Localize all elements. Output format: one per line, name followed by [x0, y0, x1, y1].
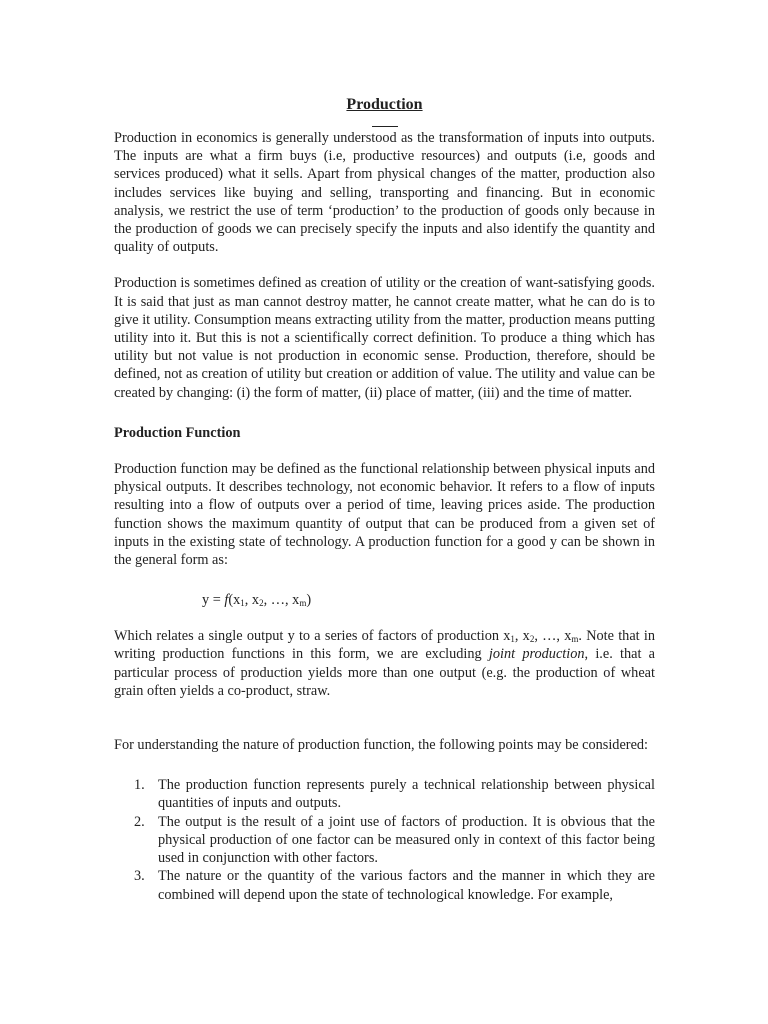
list-item: [114, 776, 655, 812]
p4-part3: , …, x: [534, 628, 572, 645]
title-divider: [372, 126, 398, 127]
list-item-text: The nature or the quantity of the various factors and the manner in which they are combined will depend upon the state of technological knowledge. For example,: [158, 868, 655, 903]
p4-sub-2: 2: [529, 634, 535, 645]
formula-sub-2: 2: [259, 598, 264, 609]
list-item: [114, 867, 655, 903]
section-heading-production-function: Production Function: [114, 424, 241, 441]
formula-sub-m: m: [299, 598, 307, 609]
paragraph-utility: Production is sometimes defined as creation of utility or the creation of want-satisfying goods. It is said that just as man cannot destroy matter, he cannot create matter, what he can do is to give it utility. Consumption means extracting utility from the matter, production means putting utility into it. But this is not a scientifically correct definition. To produce a thing which has utility but not value is not production in economic sense. Production, therefore, should be defined, not as creation of utility but creation or addition of value. The utility and value can be created by changing: (i) the form of matter, (ii) place of matter, (iii) and the time of matter.: [114, 275, 655, 401]
formula-sep-2: , …, x: [263, 592, 300, 609]
p4-sub-1: 1: [510, 634, 515, 645]
list-item-text: The production function represents purely a technical relationship between physical quantities of inputs and outputs.: [158, 777, 655, 812]
nature-points-list: [114, 776, 655, 903]
formula-f: f: [224, 592, 229, 609]
formula-sep-1: , x: [244, 592, 260, 609]
list-item-number: 1.: [134, 777, 145, 794]
paragraph-joint-production: [114, 627, 655, 700]
formula-close: ): [306, 592, 312, 609]
paragraph-nature-intro: For understanding the nature of production function, the following points may be considered:: [114, 737, 649, 754]
formula-sub-1: 1: [240, 598, 245, 609]
list-item: [114, 813, 655, 868]
production-function-formula: [202, 591, 655, 609]
paragraph-production-definition: Production in economics is generally understood as the transformation of inputs into outputs. The inputs are what a firm buys (i.e, productive resources) and outputs (i.e, goods and services produced) what it sells. Apart from physical changes of the matter, production also includes services like buying and selling, transporting and financing. But in economic analysis, we restrict the use of term ‘production’ to the production of goods only because in the production of goods we can precisely specify the inputs and also identify the quantity and quality of outputs.: [114, 130, 655, 256]
list-item-number: 2.: [134, 813, 145, 830]
list-item-number: 3.: [134, 868, 145, 885]
p4-joint-production-italic: joint production: [488, 646, 585, 663]
page-title: Production: [346, 96, 423, 113]
paragraph-production-function: Production function may be defined as the functional relationship between physical inputs and physical outputs. It describes technology, not economic behavior. It refers to a flow of inputs resulting into a flow of outputs over a period of time, leaving prices aside. The production function shows the maximum quantity of output that can be produced from a given set of inputs in the existing state of technology. A production function for a good y can be shown in the general form as:: [114, 461, 655, 569]
p4-part5: , i.e. that a particular process of production yields more than one output (e.g. the production of wheat grain often yields a co-product, straw.: [114, 646, 655, 699]
p4-part4: . Note that in writing production functions in this form, we are excluding: [114, 628, 655, 663]
list-item-text: The output is the result of a joint use of factors of production. It is obvious that the physical production of one factor can be measured only in context of this factor being used in conjunction with other factors.: [158, 813, 655, 867]
p4-sub-m: m: [571, 634, 579, 645]
formula-lhs: y =: [202, 592, 225, 609]
p4-part1: Which relates a single output y to a series of factors of production x: [114, 628, 511, 645]
p4-part2: , x: [514, 628, 530, 645]
formula-open: (x: [228, 592, 241, 609]
